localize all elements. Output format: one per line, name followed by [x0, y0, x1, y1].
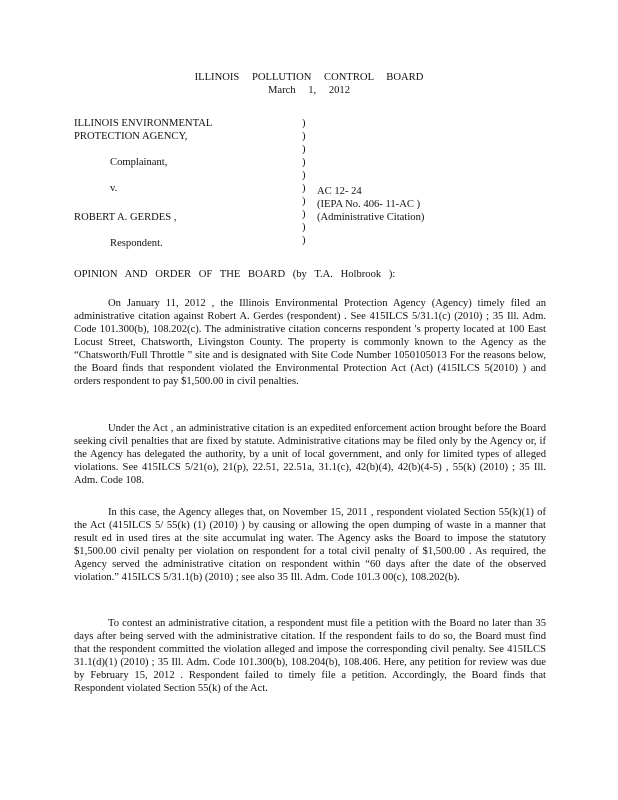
document-date: March 1, 2012 — [267, 85, 351, 96]
caption-paren: ) — [302, 222, 306, 233]
caption-paren: ) — [302, 209, 306, 220]
caption-paren: ) — [302, 118, 306, 129]
document-header — [0, 71, 618, 97]
caption-paren: ) — [302, 235, 306, 246]
iepa-number: (IEPA No. 406- 11-AC ) — [317, 199, 421, 210]
complainant-name-line2: PROTECTION AGENCY, — [74, 131, 188, 142]
caption-paren: ) — [302, 131, 306, 142]
caption-paren: ) — [302, 170, 306, 181]
respondent-role: Respondent. — [110, 238, 163, 249]
respondent-name: ROBERT A. GERDES , — [74, 212, 177, 223]
opinion-paragraph-1: On January 11, 2012 , the Illinois Environmental Protection Agency (Agency) timely filed an administrative citation against Robert A. Gerdes (respondent) . See 415ILCS 5/31.1(c) (2010) ; 35 Ill. Adm. Code 101.300(b), 108.202(c). The administrative citation concerns respondent 's property located at 100 East Locust Street, Chatsworth, Livingston County. The property is commonly known to the Agency as the “Chatsworth/Full Throttle ” site and is designated with Site Code Number 1050105013 For the reasons below, the Board finds that respondent violated the Environmental Protection Act (Act) (415ILCS 5(2010) ) and orders respondent to pay $1,500.00 in civil penalties. — [74, 298, 546, 387]
complainant-name-line1: ILLINOIS ENVIRONMENTAL — [74, 118, 213, 129]
caption-paren: ) — [302, 144, 306, 155]
opinion-paragraph-3: In this case, the Agency alleges that, on November 15, 2011 , respondent violated Section 55(k)(1) of the Act (415ILCS 5/ 55(k) (1) (2010) ) by causing or allowing the open dumping of waste in a manner that result ed in used tires at the site accumulat ing water. The Agency asks the Board to impose the statutory $1,500.00 civil penalty per violation on respondent for a total civil penalty of $1,500.00 . As required, the Agency served the administrative citation on respondent within “60 days after the date of the observed violation.” 415ILCS 5/31.1(b) (2010) ; see also 35 Ill. Adm. Code 101.3 00(c), 108.202(b). — [74, 507, 546, 583]
opinion-paragraph-2: Under the Act , an administrative citation is an expedited enforcement action brought before the Board seeking civil penalties that are fixed by statute. Administrative citations may be filed only by the Agency or, if the Agency has delegated the authority, by a unit of local government, and only for limited types of alleged violations. See 415ILCS 5/21(o), 21(p), 22.51, 22.51a, 31.1(c), 42(b)(4), 42(b)(4-5) , 55(k) (2010) ; 35 Ill. Adm. Code 108. — [74, 423, 546, 486]
caption-paren-column — [302, 117, 308, 247]
caption-paren: ) — [302, 196, 306, 207]
caption-paren: ) — [302, 183, 306, 194]
opinion-heading: OPINION AND ORDER OF THE BOARD (by T.A. Holbrook ): — [74, 269, 396, 280]
opinion-paragraph-4: To contest an administrative citation, a respondent must file a petition with the Board no later than 35 days after being served with the administrative citation. If the respondent fails to do so, the Board must find that the respondent committed the violation alleged and impose the corresponding civil penalty. See 415ILCS 31.1(d)(1) (2010) ; 35 Ill. Adm. Code 101.300(b), 108.204(b), 108.406. Here, any petition for review was due by February 15, 2012 . Respondent failed to timely file a petition. Accordingly, the Board finds that Respondent violated Section 55(k) of the Act. — [74, 618, 546, 694]
board-name: ILLINOIS POLLUTION CONTROL BOARD — [194, 72, 424, 83]
caption-paren: ) — [302, 157, 306, 168]
case-type: (Administrative Citation) — [317, 212, 425, 223]
case-number: AC 12- 24 — [317, 186, 362, 197]
versus-label: v. — [110, 183, 118, 194]
complainant-role: Complainant, — [110, 157, 168, 168]
